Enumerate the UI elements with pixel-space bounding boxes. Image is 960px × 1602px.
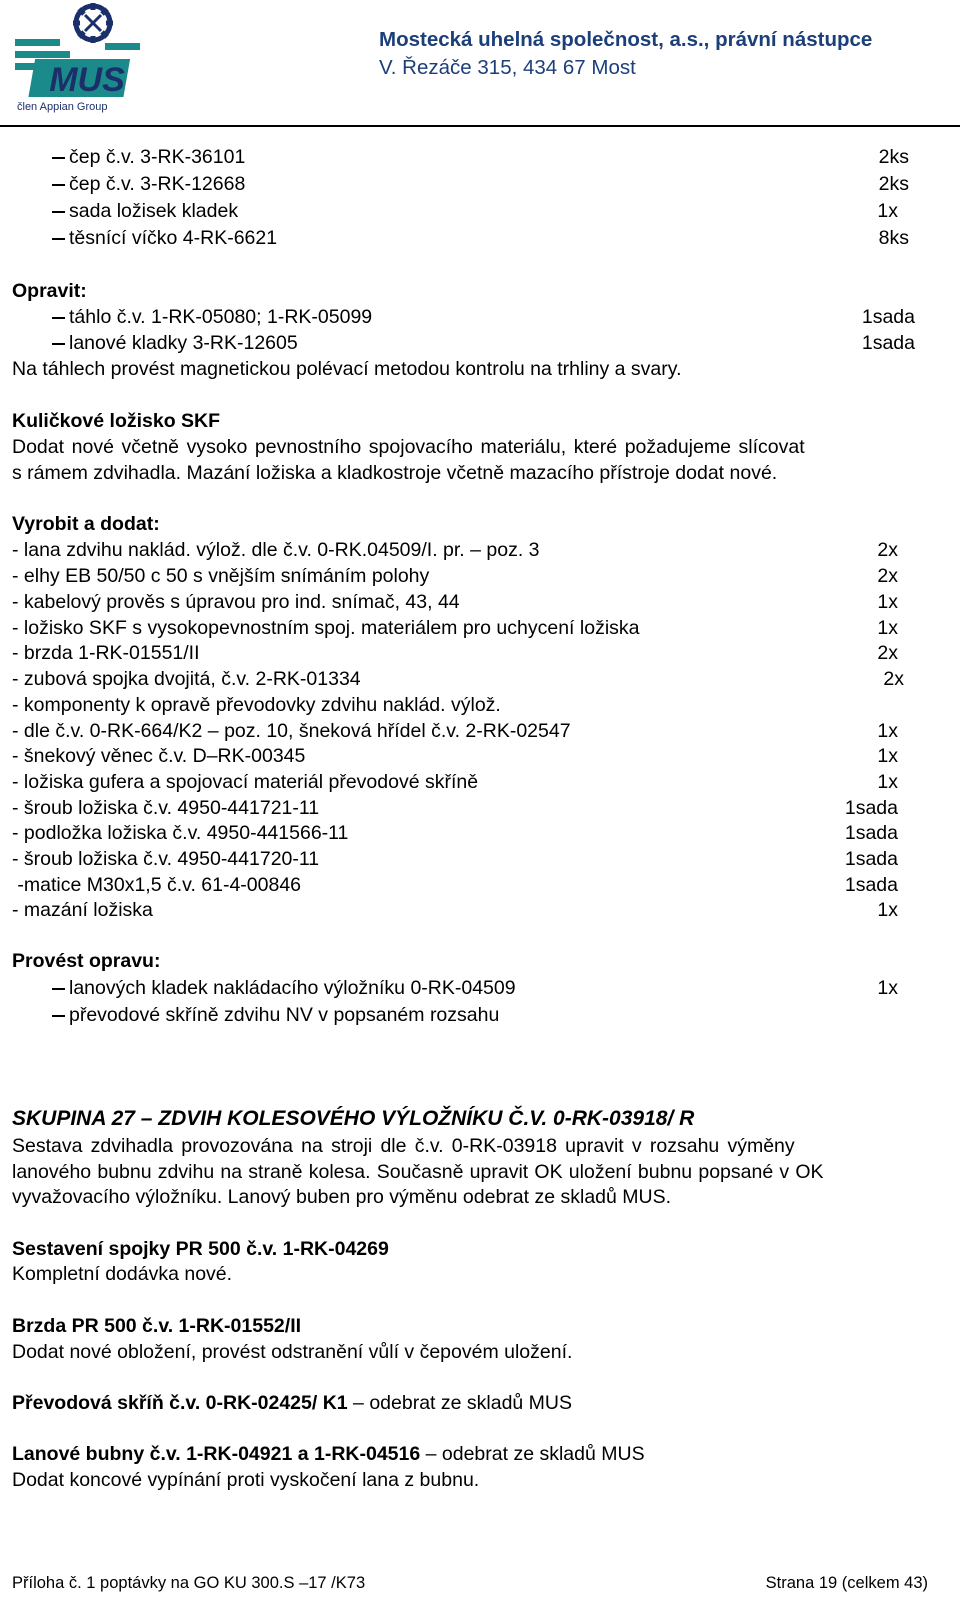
list-item: -matice M30x1,5 č.v. 61-4-00846 1sada — [12, 874, 898, 896]
paragraph: Na táhlech provést magnetickou polévací metodou kontrolu na trhliny a svary. — [12, 358, 682, 380]
list-item: - kabelový prověs s úpravou pro ind. snímač, 43, 44 1x — [12, 591, 898, 613]
paragraph: Dodat nové obložení, provést odstranění vůlí v čepovém uložení. — [12, 1341, 573, 1363]
section-heading: Sestavení spojky PR 500 č.v. 1-RK-04269 — [12, 1238, 389, 1260]
list-item: - ložisko SKF s vysokopevnostním spoj. materiálem pro uchycení ložiska 1x — [12, 617, 898, 639]
logo-text: MUS — [49, 61, 125, 99]
section-heading: Vyrobit a dodat: — [12, 513, 160, 535]
list-item: lanových kladek nakládacího výložníku 0-RK-04509 1x — [0, 975, 960, 1001]
paragraph: lanového bubnu zdvihu na straně kolesa. Současně upravit OK uložení bubnu popsané v OK — [12, 1161, 824, 1183]
paragraph: Dodat koncové vypínání proti vyskočení lana z bubnu. — [12, 1469, 480, 1491]
dash-icon — [52, 988, 65, 990]
list-item: - podložka ložiska č.v. 4950-441566-11 1sada — [12, 822, 898, 844]
paragraph: vyvažovacího výložníku. Lanový buben pro výměnu odebrat ze skladů MUS. — [12, 1186, 672, 1208]
dash-icon — [52, 238, 65, 240]
list-item: - šroub ložiska č.v. 4950-441721-11 1sada — [12, 797, 898, 819]
section-heading: Brzda PR 500 č.v. 1-RK-01552/II — [12, 1315, 302, 1337]
paragraph: Sestava zdvihadla provozována na stroji dle č.v. 0-RK-03918 upravit v rozsahu výměny — [12, 1135, 795, 1157]
list-item: čep č.v. 3-RK-36101 2ks — [0, 144, 960, 170]
list-item: - zubová spojka dvojitá, č.v. 2-RK-01334 2x — [12, 668, 904, 690]
dash-icon — [52, 211, 65, 213]
section-title: SKUPINA 27 – ZDVIH KOLESOVÉHO VÝLOŽNÍKU Č.V. 0-RK-03918/ R — [12, 1107, 695, 1130]
company-name: Mostecká uhelná společnost, a.s., právní nástupce — [379, 28, 873, 51]
list-item: - lana zdvihu naklád. výlož. dle č.v. 0-RK.04509/I. pr. – poz. 3 2x — [12, 539, 898, 561]
list-item: - šroub ložiska č.v. 4950-441720-11 1sada — [12, 848, 898, 870]
dash-icon — [52, 317, 65, 319]
list-item: táhlo č.v. 1-RK-05080; 1-RK-05099 1sada — [0, 304, 960, 330]
dash-icon — [52, 157, 65, 159]
list-item: převodové skříně zdvihu NV v popsaném rozsahu — [0, 1002, 960, 1028]
list-item: - komponenty k opravě převodovky zdvihu naklád. výlož. — [12, 694, 501, 716]
list-item: čep č.v. 3-RK-12668 2ks — [0, 171, 960, 197]
footer-left: Příloha č. 1 poptávky na GO KU 300.S –17 /K73 — [12, 1574, 366, 1592]
list-item: - šnekový věnec č.v. D–RK-00345 1x — [12, 745, 898, 767]
dash-icon — [52, 343, 65, 345]
list-item: - elhy EB 50/50 c 50 s vnějším snímáním polohy 2x — [12, 565, 898, 587]
section-heading: Opravit: — [12, 280, 87, 302]
list-item: - dle č.v. 0-RK-664/K2 – poz. 10, šneková hřídel č.v. 2-RK-02547 1x — [12, 720, 898, 742]
list-item: - mazání ložiska 1x — [12, 899, 898, 921]
header-divider — [0, 125, 960, 127]
paragraph: s rámem zdvihadla. Mazání ložiska a kladkostroje včetně mazacího přístroje dodat nové. — [12, 462, 778, 484]
logo-subtitle: člen Appian Group — [17, 101, 108, 113]
paragraph: Kompletní dodávka nové. — [12, 1263, 233, 1285]
list-item: sada ložisek kladek 1x — [0, 198, 960, 224]
gear-hammer-icon — [73, 3, 113, 43]
section-heading: Převodová skříň č.v. 0-RK-02425/ K1 – odebrat ze skladů MUS — [12, 1392, 573, 1414]
section-heading: Lanové bubny č.v. 1-RK-04921 a 1-RK-04516 – odebrat ze skladů MUS — [12, 1443, 645, 1465]
page-number: Strana 19 (celkem 43) — [765, 1574, 928, 1592]
section-heading: Provést opravu: — [12, 950, 161, 972]
dash-icon — [52, 184, 65, 186]
paragraph: Dodat nové včetně vysoko pevnostního spojovacího materiálu, které požadujeme slícovat — [12, 436, 805, 458]
dash-icon — [52, 1015, 65, 1017]
list-item: - ložiska gufera a spojovací materiál převodové skříně 1x — [12, 771, 898, 793]
list-item: - brzda 1-RK-01551/II 2x — [12, 642, 898, 664]
company-logo — [15, 3, 145, 115]
list-item: lanové kladky 3-RK-12605 1sada — [0, 330, 960, 356]
list-item: těsnící víčko 4-RK-6621 8ks — [0, 225, 960, 251]
company-address: V. Řezáče 315, 434 67 Most — [379, 56, 636, 79]
section-heading: Kuličkové ložisko SKF — [12, 410, 221, 432]
